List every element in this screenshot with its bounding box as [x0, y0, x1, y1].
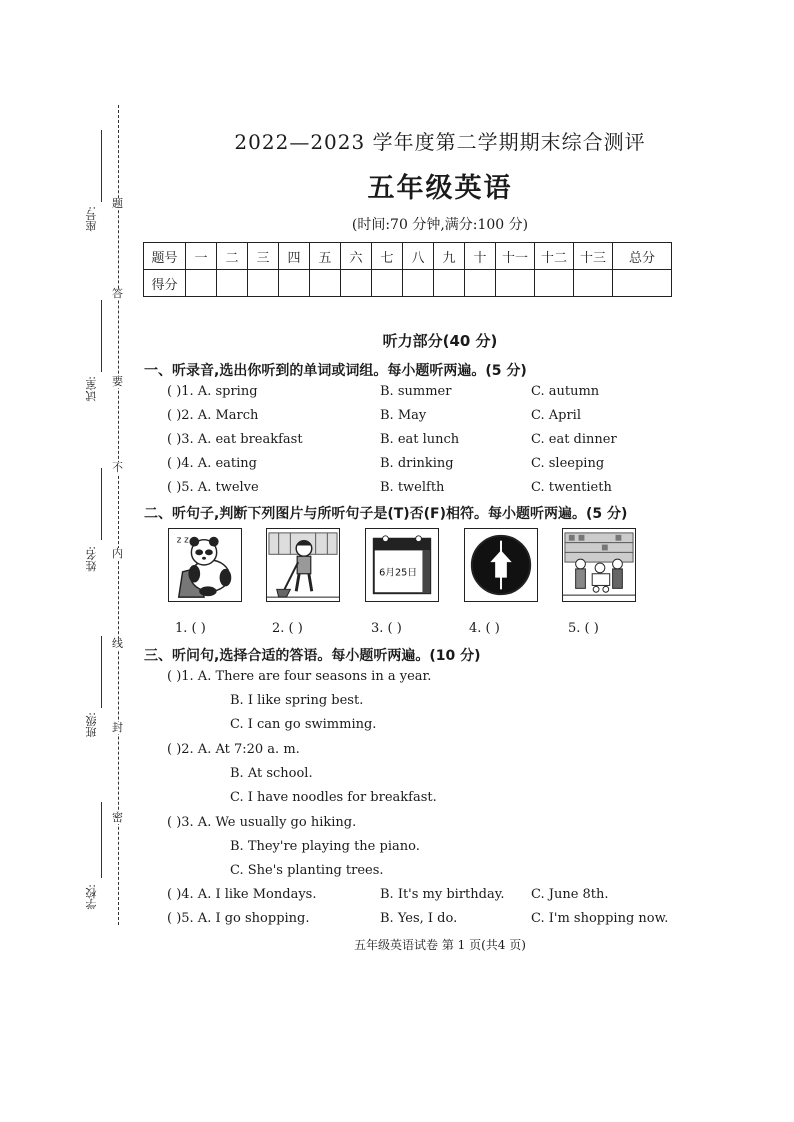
score-cell[interactable]: [434, 270, 465, 297]
seal-char: 要: [112, 375, 123, 388]
section3-heading: 三、听问句,选择合适的答语。每小题听两遍。(10 分): [144, 648, 481, 664]
s3-q5-option-a[interactable]: ( )5. A. I go shopping.: [167, 911, 310, 926]
table-cell: 一: [186, 243, 217, 270]
score-cell[interactable]: [217, 270, 248, 297]
table-cell: 五: [310, 243, 341, 270]
s3-q1-option-b[interactable]: B. I like spring best.: [230, 693, 364, 708]
table-cell: 二: [217, 243, 248, 270]
shopping-people-icon: [562, 528, 636, 602]
page-footer: 五年级英语试卷 第 1 页(共4 页): [354, 938, 526, 952]
score-table-score-row: [144, 270, 672, 297]
s3-q1-option-a[interactable]: ( )1. A. There are four seasons in a year.: [167, 669, 432, 684]
name-label: 姓名:: [85, 546, 98, 572]
seat-number-label: 座号:: [85, 206, 98, 232]
s1-q5-option-b[interactable]: B. twelfth: [380, 480, 445, 495]
s1-q5-option-c[interactable]: C. twentieth: [531, 480, 612, 495]
score-cell[interactable]: [341, 270, 372, 297]
exam-title: 2022—2023 学年度第二学期期末综合测评: [234, 130, 646, 154]
s1-q4-option-c[interactable]: C. sleeping: [531, 456, 605, 471]
school-label: 学校:: [85, 884, 98, 910]
s3-q4-option-c[interactable]: C. June 8th.: [531, 887, 609, 902]
binding-dashed-line: [118, 105, 119, 925]
s3-q2-option-c[interactable]: C. I have noodles for breakfast.: [230, 790, 437, 805]
calendar-icon: [365, 528, 439, 602]
score-cell[interactable]: [248, 270, 279, 297]
score-cell[interactable]: [279, 270, 310, 297]
score-cell[interactable]: [465, 270, 496, 297]
score-cell[interactable]: [310, 270, 341, 297]
s3-q5-option-b[interactable]: B. Yes, I do.: [380, 911, 458, 926]
picture2-answer[interactable]: 2. ( ): [272, 621, 303, 636]
s1-q4-option-a[interactable]: ( )4. A. eating: [167, 456, 257, 471]
table-cell: 十二: [535, 243, 574, 270]
s1-q1-option-c[interactable]: C. autumn: [531, 384, 600, 399]
one-way-sign-icon: [464, 528, 538, 602]
s3-q5-option-c[interactable]: C. I'm shopping now.: [531, 911, 669, 926]
calendar-date-text: 6月25日: [379, 567, 418, 579]
score-cell[interactable]: [403, 270, 434, 297]
seal-char: 线: [112, 637, 123, 650]
table-cell: 题号: [144, 243, 186, 270]
s1-q1-option-a[interactable]: ( )1. A. spring: [167, 384, 258, 399]
exam-time-info: (时间:70 分钟,满分:100 分): [351, 217, 529, 233]
s3-q4-option-a[interactable]: ( )4. A. I like Mondays.: [167, 887, 317, 902]
s1-q3-option-b[interactable]: B. eat lunch: [380, 432, 460, 447]
s1-q1-option-b[interactable]: B. summer: [380, 384, 452, 399]
table-cell: 总分: [613, 243, 672, 270]
seat-number-line[interactable]: [101, 130, 102, 202]
seal-char: 题: [112, 197, 123, 210]
school-line[interactable]: [101, 802, 102, 878]
s1-q2-option-a[interactable]: ( )2. A. March: [167, 408, 259, 423]
sweeping-boy-icon: [266, 528, 340, 602]
listening-part-title: 听力部分(40 分): [382, 332, 498, 350]
s3-q2-option-a[interactable]: ( )2. A. At 7:20 a. m.: [167, 742, 300, 757]
s1-q4-option-b[interactable]: B. drinking: [380, 456, 454, 471]
score-cell[interactable]: [535, 270, 574, 297]
seal-char: 封: [112, 721, 123, 734]
svg-text:z z: z z: [176, 535, 189, 546]
picture1-answer[interactable]: 1. ( ): [175, 621, 206, 636]
class-label: 班级:: [85, 712, 98, 738]
s3-q4-option-b[interactable]: B. It's my birthday.: [380, 887, 505, 902]
exam-room-line[interactable]: [101, 300, 102, 372]
score-cell[interactable]: [372, 270, 403, 297]
picture4-answer[interactable]: 4. ( ): [469, 621, 500, 636]
score-table-header-row: [144, 243, 672, 270]
table-cell: 七: [372, 243, 403, 270]
s3-q1-option-c[interactable]: C. I can go swimming.: [230, 717, 377, 732]
table-cell: 十一: [496, 243, 535, 270]
table-cell: 四: [279, 243, 310, 270]
score-cell[interactable]: [574, 270, 613, 297]
score-cell[interactable]: [613, 270, 672, 297]
s1-q2-option-b[interactable]: B. May: [380, 408, 427, 423]
s1-q2-option-c[interactable]: C. April: [531, 408, 581, 423]
section1-heading: 一、听录音,选出你听到的单词或词组。每小题听两遍。(5 分): [144, 363, 527, 379]
seal-char: 密: [112, 811, 123, 824]
sleeping-panda-icon: [168, 528, 242, 602]
s3-q3-option-b[interactable]: B. They're playing the piano.: [230, 839, 420, 854]
s1-q3-option-a[interactable]: ( )3. A. eat breakfast: [167, 432, 303, 447]
table-cell: 三: [248, 243, 279, 270]
s3-q3-option-a[interactable]: ( )3. A. We usually go hiking.: [167, 815, 357, 830]
seal-char: 内: [112, 547, 123, 560]
score-cell[interactable]: [496, 270, 535, 297]
seal-char: 不: [112, 461, 123, 474]
score-table: [143, 242, 672, 297]
table-cell: 十三: [574, 243, 613, 270]
table-cell: 八: [403, 243, 434, 270]
name-line[interactable]: [101, 468, 102, 540]
table-cell: 九: [434, 243, 465, 270]
class-line[interactable]: [101, 636, 102, 708]
picture5-answer[interactable]: 5. ( ): [568, 621, 599, 636]
table-cell: 六: [341, 243, 372, 270]
table-cell: 得分: [144, 270, 186, 297]
subject-title: 五年级英语: [367, 173, 513, 204]
score-cell[interactable]: [186, 270, 217, 297]
s1-q3-option-c[interactable]: C. eat dinner: [531, 432, 617, 447]
seal-char: 答: [112, 287, 123, 300]
table-cell: 十: [465, 243, 496, 270]
section2-heading: 二、听句子,判断下列图片与所听句子是(T)否(F)相符。每小题听两遍。(5 分): [144, 506, 628, 522]
s3-q2-option-b[interactable]: B. At school.: [230, 766, 313, 781]
picture3-answer[interactable]: 3. ( ): [371, 621, 402, 636]
exam-room-label: 试室:: [85, 376, 98, 402]
s1-q5-option-a[interactable]: ( )5. A. twelve: [167, 480, 259, 495]
s3-q3-option-c[interactable]: C. She's planting trees.: [230, 863, 384, 878]
